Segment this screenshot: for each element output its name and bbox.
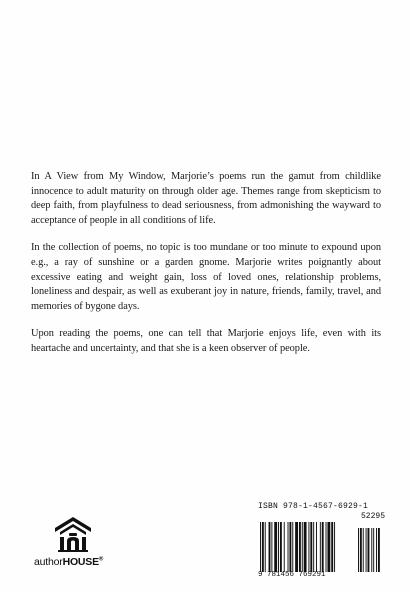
barcode-bars <box>258 522 385 572</box>
isbn-label: ISBN 978-1-4567-6929-1 <box>258 502 369 511</box>
price-code: 52295 <box>360 512 385 521</box>
back-cover-blurb <box>31 170 381 370</box>
publisher-name <box>34 556 103 568</box>
publisher-name-part1: author <box>34 556 63 568</box>
isbn-barcode <box>258 502 385 582</box>
publisher-name-part2: HOUSE <box>62 556 99 568</box>
publisher-logo <box>34 515 114 571</box>
blurb-paragraph-1: In A View from My Window, Marjorie’s poems run the gamut from childlike innocence to adult maturity on through older age. Themes range from skepticism to deep faith, from playfulness to dead seriousness, from admonishing the wayward to acceptance of people in all conditions of life. <box>31 171 381 226</box>
barcode-digits: 9 781456 769291 <box>258 571 326 579</box>
authorhouse-logo-icon <box>53 515 93 553</box>
blurb-paragraph-3: Upon reading the poems, one can tell that Marjorie enjoys life, even with its heartache and uncertainty, and that she is a keen observer of people. <box>31 328 381 354</box>
blurb-paragraph-2: In the collection of poems, no topic is too mundane or too minute to expound upon e.g., a ray of sunshine or a garden gnome. Marjorie writes poignantly about excessive eating and weight gain, loss of loved ones, relationship problems, loneliness and despair, as well as exuberant joy in nature, friends, family, travel, and memories of bygone days. <box>31 242 381 312</box>
registered-mark: ® <box>98 556 104 563</box>
